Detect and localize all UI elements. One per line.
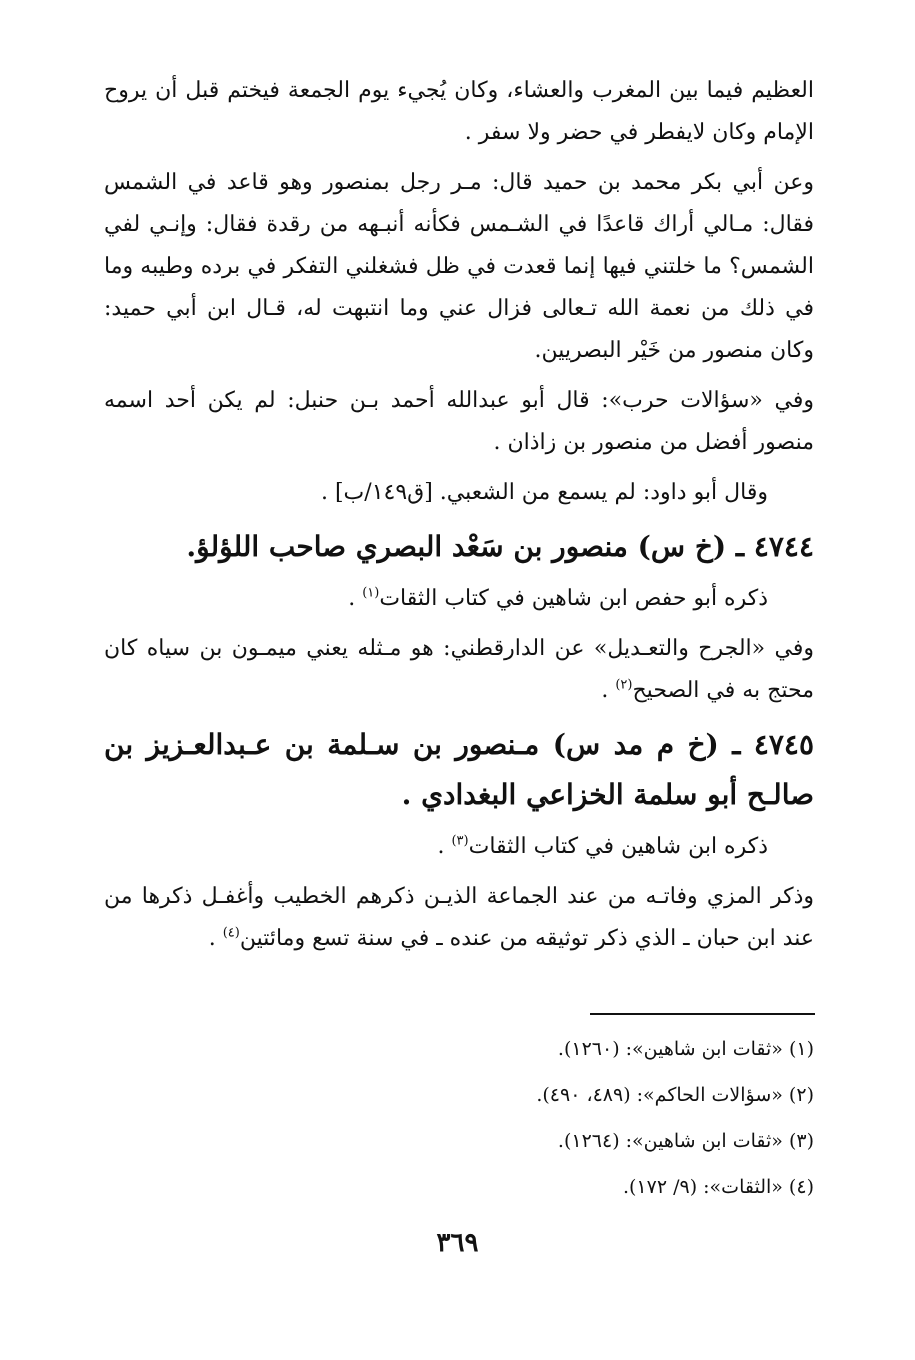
footnote-ref-4: (٤) (222, 925, 240, 941)
footnote-ref-1: (١) (362, 585, 380, 601)
entry-4745-text-1-body: ذكره ابن شاهين في كتاب الثقات (468, 834, 768, 859)
entry-4744-text-1 (104, 578, 814, 620)
footnote-4: (٤) «الثقات»: (٩/ ١٧٢). (622, 1176, 814, 1198)
paragraph-abu-dawud: وقال أبو داود: لم يسمع من الشعبي. [ق١٤٩/ب] . (320, 480, 768, 505)
paragraph-continuation: العظيم فيما بين المغرب والعشاء، وكان يُجيء يوم الجمعة فيختم قبل أن يروح الإمام وكان لايفطر في حضر ولا سفر . (104, 78, 814, 145)
entry-4744-text-2-body: وفي «الجرح والتعـديل» عن الدارقطني: هو مـثله يعني ميمـون بن سياه كان محتج به في الصحيح (104, 636, 814, 703)
entry-4745-text-2 (104, 876, 814, 960)
footnote-2: (٢) «سؤالات الحاكم»: (٤٨٩، ٤٩٠). (536, 1084, 814, 1106)
page-number: ٣٦٩ (436, 1228, 479, 1258)
entry-4745-text-2-end: . (208, 926, 223, 951)
entry-4744-text-2 (104, 628, 814, 712)
footnotes (400, 1026, 814, 1210)
footnote-divider (590, 1013, 815, 1015)
entry-4744-heading: ٤٧٤٤ ـ (خ س) منصور بن سَعْد البصري صاحب اللؤلؤ. (186, 530, 814, 563)
page-body (104, 70, 814, 968)
footnote-ref-2: (٢) (615, 677, 633, 693)
entry-4744-text-1-body: ذكره أبو حفص ابن شاهين في كتاب الثقات (379, 586, 768, 611)
entry-4745-text-1-end: . (437, 834, 452, 859)
footnote-1: (١) «ثقات ابن شاهين»: (١٢٦٠). (557, 1038, 814, 1060)
entry-4744-text-1-end: . (348, 586, 363, 611)
paragraph-abu-bakr: وعن أبي بكر محمد بن حميد قال: مـر رجل بمنصور وهو قاعد في الشمس فقال: مـالي أراك قاعدًا في الشـمس فكأنه أنبـهه من رقدة فقال: وإنـي لفي الشمس؟ ما خلتني فيها إنما قعدت في ظل فشغلني التفكر في برده وطيبه وما في ذلك من نعمة الله تـعالى فزال عني وما انتبهت له، قـال ابن أبي حميد: وكان منصور من خَيْر البصريين. (104, 170, 814, 363)
entry-4745-heading: ٤٧٤٥ ـ (خ م مد س) مـنصور بن سـلمة بن عـبدالعـزيز بن صالـح أبو سلمة الخزاعي البغدادي . (104, 728, 814, 811)
footnote-3: (٣) «ثقات ابن شاهين»: (١٢٦٤). (557, 1130, 814, 1152)
footnote-ref-3: (٣) (451, 833, 469, 849)
paragraph-harb-questions: وفي «سؤالات حرب»: قال أبو عبدالله أحمد بـن حنبل: لم يكن أحد اسمه منصور أفضل من منصور بن زاذان . (104, 388, 814, 455)
entry-4745-text-1 (104, 826, 814, 868)
entry-4744-text-2-end: . (601, 678, 616, 703)
entry-4745-text-2-body: وذكر المزي وفاتـه من عند الجماعة الذيـن ذكرهم الخطيب وأغفـل ذكرها من عند ابن حبان ـ الذي ذكر توثيقه من عنده ـ في سنة تسع ومائتين (104, 884, 814, 951)
